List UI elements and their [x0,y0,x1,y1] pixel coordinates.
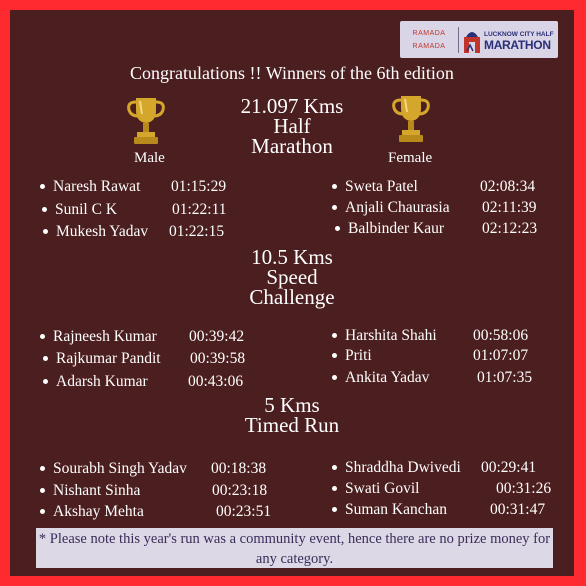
winner-time: 02:11:39 [482,199,537,216]
winner-time: 02:08:34 [480,178,536,195]
bullet-icon [42,207,47,212]
winner-row [43,223,273,243]
bullet-icon [332,184,337,189]
bullet-icon [332,507,337,512]
winner-time: 00:29:41 [481,459,537,476]
winner-row [43,373,283,393]
winner-row [332,501,567,521]
disclaimer-note: * Please note this year's run was a community event, hence there are no prize money for any category. [36,528,553,568]
bullet-icon [40,184,45,189]
bullet-icon [332,465,337,470]
winner-name: Naresh Rawat [53,178,141,195]
bullet-icon [332,205,337,210]
winner-name: Rajneesh Kumar [53,328,157,345]
winner-time: 00:31:26 [496,480,552,497]
winner-name: Nishant Sinha [53,482,141,499]
section-title-line: Timed Run [244,413,340,437]
winner-time: 00:18:38 [211,460,267,477]
winner-name: Ankita Yadav [345,369,430,386]
winner-time: 01:22:11 [172,201,227,218]
winner-name: Adarsh Kumar [56,373,148,390]
winner-row [332,369,562,389]
bullet-icon [43,356,48,361]
winner-row [40,328,280,348]
bullet-icon [43,229,48,234]
winner-time: 01:15:29 [171,178,227,195]
winner-name: Harshita Shahi [345,327,437,344]
winner-row [332,178,562,198]
bullet-icon [40,334,45,339]
bullet-icon [332,333,337,338]
female-label: Female [388,150,433,166]
winner-row [40,178,270,198]
winner-name: Sunil C K [55,201,118,218]
section-title-half-marathon [10,96,574,156]
section-title-line: Challenge [249,285,335,309]
logo-divider [458,27,459,53]
ramada-text-bottom: RAMADA [412,42,446,50]
winner-row [335,220,565,240]
male-label: Male [134,150,165,166]
winner-row [332,199,562,219]
winner-time: 00:23:51 [216,503,272,520]
winner-time: 00:58:06 [473,327,529,344]
winner-name: Sourabh Singh Yadav [53,460,187,477]
winner-row [332,347,562,367]
winner-row [332,459,567,479]
winner-name: Shraddha Dwivedi [345,459,461,476]
section-title-line: Half [273,114,311,138]
winner-name: Anjali Chaurasia [345,199,450,216]
winner-row [40,460,290,480]
poster [10,10,574,576]
winner-name: Sweta Patel [345,178,418,195]
bullet-icon [40,488,45,493]
section-title-timed-run [10,395,574,435]
winner-time: 01:22:15 [169,223,225,240]
winner-time: 00:43:06 [188,373,244,390]
winner-name: Rajkumar Pandit [56,350,161,367]
event-name-small: LUCKNOW CITY HALF [484,30,554,38]
winner-time: 01:07:35 [477,369,533,386]
winner-name: Balbinder Kaur [348,220,444,237]
winner-row [40,482,290,502]
winner-time: 00:31:47 [490,501,546,518]
bullet-icon [43,379,48,384]
winner-time: 00:23:18 [212,482,268,499]
event-name [484,29,554,51]
bullet-icon [40,509,45,514]
section-title-line: Speed [266,265,318,289]
section-title-line: 21.097 Kms [240,94,344,118]
winner-name: Mukesh Yadav [56,223,149,240]
winner-name: Suman Kanchan [345,501,448,518]
winner-time: 02:12:23 [482,220,538,237]
winner-name: Akshay Mehta [53,503,144,520]
bullet-icon [332,375,337,380]
winner-name: Swati Govil [345,480,420,497]
section-title-line: 5 Kms [264,393,320,417]
winner-row [43,350,283,370]
bullet-icon [40,466,45,471]
event-logo [400,21,558,58]
bullet-icon [332,353,337,358]
winner-row [40,503,290,523]
winner-row [42,201,272,221]
monument-icon [463,27,481,53]
ramada-text-top: RAMADA [412,29,446,37]
winner-row [332,327,562,347]
winner-time: 01:07:07 [473,347,529,364]
winner-row [332,480,567,500]
section-title-line: 10.5 Kms [251,245,333,269]
event-name-big: MARATHON [484,37,551,52]
bullet-icon [332,486,337,491]
ramada-logo [400,21,458,58]
headline: Congratulations !! Winners of the 6th edition [130,63,454,83]
section-title-line: Marathon [251,134,333,158]
winner-time: 00:39:42 [189,328,245,345]
winner-name: Priti [345,347,372,364]
winner-time: 00:39:58 [190,350,246,367]
bullet-icon [335,226,340,231]
section-title-speed-challenge [10,247,574,307]
